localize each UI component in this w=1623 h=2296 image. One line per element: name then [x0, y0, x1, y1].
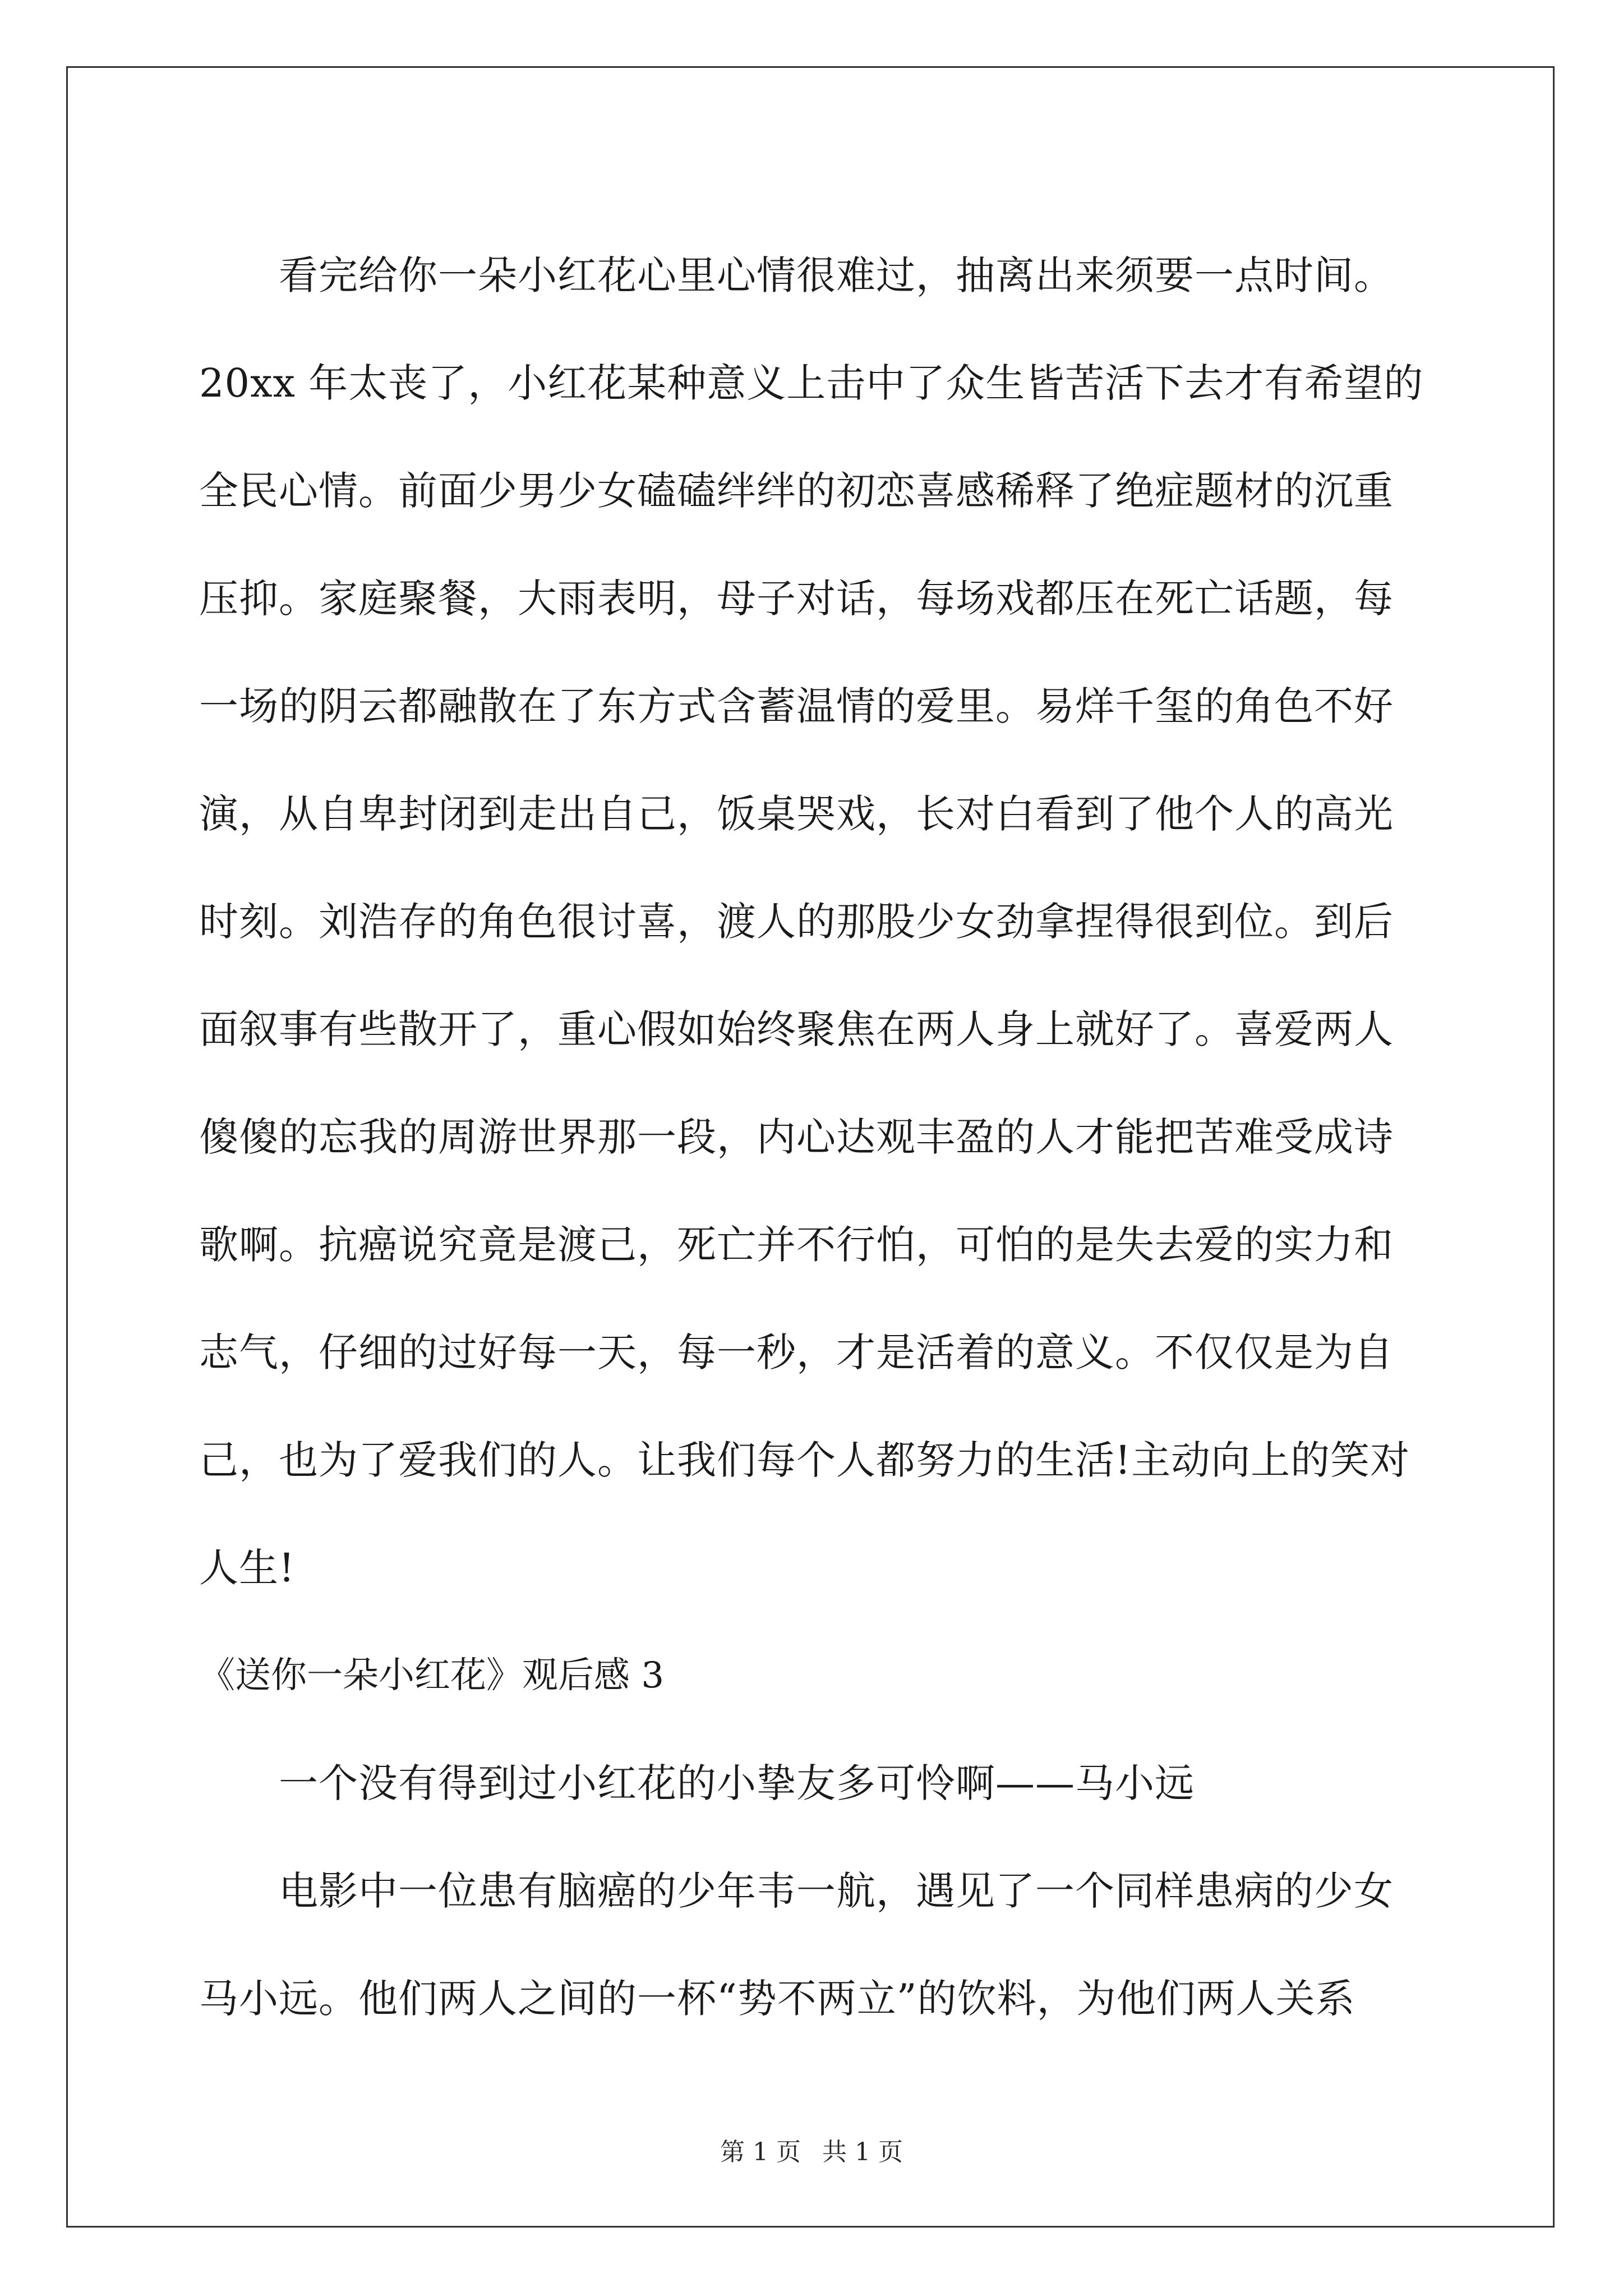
paragraph-line: 看完给你一朵小红花心里心情很难过，抽离出来须要一点时间。 [279, 252, 1394, 298]
paragraph-line: 20xx 年太丧了，小红花某种意义上击中了众生皆苦活下去才有希望的 [199, 360, 1424, 406]
paragraph-line: 一场的阴云都融散在了东方式含蓄温情的爱里。易烊千玺的角色不好 [199, 683, 1394, 729]
page-number-current: 第 1 页 [720, 2138, 801, 2166]
paragraph-line: 歌啊。抗癌说究竟是渡己，死亡并不行怕，可怕的是失去爱的实力和 [199, 1222, 1394, 1268]
section-heading: 《送你一朵小红花》观后感 3 [199, 1655, 665, 1696]
paragraph-line: 时刻。刘浩存的角色很讨喜，渡人的那股少女劲拿捏得很到位。到后 [199, 899, 1394, 945]
paragraph-line: 压抑。家庭聚餐，大雨表明，母子对话，每场戏都压在死亡话题，每 [199, 576, 1394, 622]
paragraph-line: 演，从自卑封闭到走出自己，饭桌哭戏，长对白看到了他个人的高光 [199, 791, 1394, 837]
page-footer [0, 2132, 1623, 2168]
paragraph-line: 面叙事有些散开了，重心假如始终聚焦在两人身上就好了。喜爱两人 [199, 1006, 1394, 1052]
document-body [199, 222, 1427, 2053]
paragraph-line: 志气，仔细的过好每一天，每一秒，才是活着的意义。不仅仅是为自 [199, 1329, 1394, 1375]
paragraph-line: 全民心情。前面少男少女磕磕绊绊的初恋喜感稀释了绝症题材的沉重 [199, 468, 1394, 514]
paragraph-line: 己，也为了爱我们的人。让我们每个人都努力的生活!主动向上的笑对 [199, 1437, 1410, 1483]
paragraph-line: 人生! [199, 1545, 296, 1591]
paragraph-line: 电影中一位患有脑癌的少年韦一航，遇见了一个同样患病的少女 [279, 1868, 1394, 1914]
page-number-total: 共 1 页 [822, 2138, 903, 2166]
quote-line: 一个没有得到过小红花的小挚友多可怜啊——马小远 [279, 1760, 1195, 1806]
paragraph-line: 马小远。他们两人之间的一杯“势不两立”的饮料，为他们两人关系 [199, 1976, 1355, 2022]
paragraph-line: 傻傻的忘我的周游世界那一段，内心达观丰盈的人才能把苦难受成诗 [199, 1114, 1394, 1160]
